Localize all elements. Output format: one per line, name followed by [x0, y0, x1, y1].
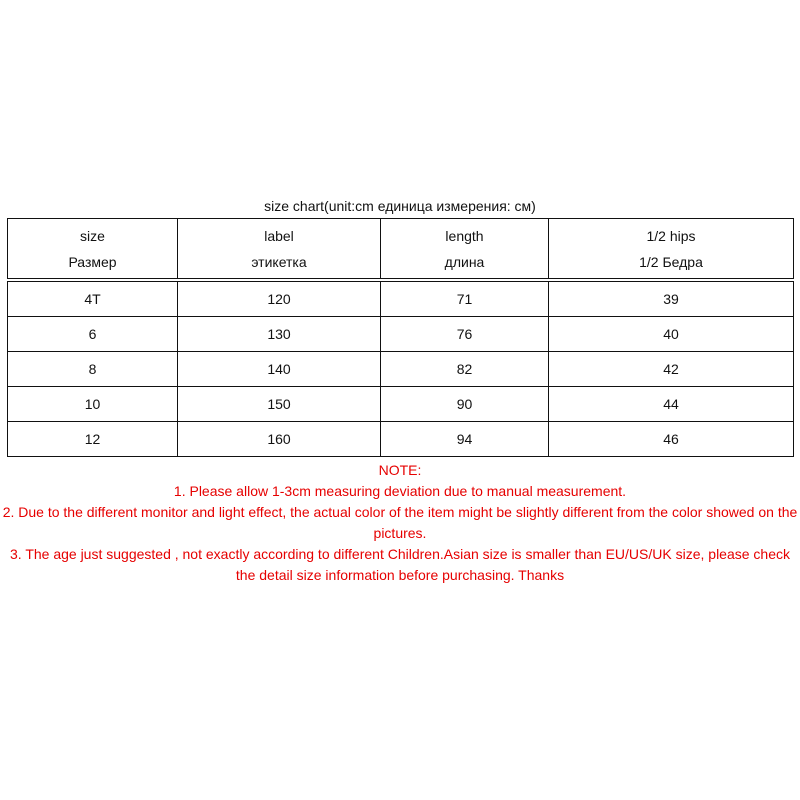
note-item-3: 3. The age just suggested , not exactly according to different Children.Asian size is smaller than EU/US/UK size, please check the detail size information before purchasing. Thanks: [10, 546, 790, 583]
header-label-en: size: [80, 227, 105, 244]
table-header-row: [8, 219, 794, 279]
cell-length: 76: [381, 317, 549, 352]
cell-half-hips: 44: [549, 387, 794, 422]
cell-label: 120: [178, 282, 381, 317]
header-label-ru: 1/2 Бедра: [639, 253, 703, 270]
cell-length: 94: [381, 422, 549, 457]
header-label-ru: Размер: [68, 253, 117, 270]
column-header-size: [8, 219, 178, 279]
column-header-label: [178, 219, 381, 279]
cell-size: 4T: [8, 282, 178, 317]
table-row: [8, 422, 794, 457]
notes-section: [0, 460, 800, 586]
cell-length: 90: [381, 387, 549, 422]
cell-label: 150: [178, 387, 381, 422]
header-label-en: 1/2 hips: [646, 227, 696, 244]
cell-half-hips: 42: [549, 352, 794, 387]
note-item-2: 2. Due to the different monitor and light effect, the actual color of the item might be slightly different from the color showed on the pictures.: [2, 504, 798, 541]
note-item-1: 1. Please allow 1-3cm measuring deviation due to manual measurement.: [173, 483, 627, 499]
table-row: [8, 317, 794, 352]
header-label-ru: этикетка: [251, 253, 307, 270]
cell-half-hips: 40: [549, 317, 794, 352]
cell-size: 12: [8, 422, 178, 457]
cell-length: 82: [381, 352, 549, 387]
cell-size: 6: [8, 317, 178, 352]
cell-half-hips: 46: [549, 422, 794, 457]
cell-label: 160: [178, 422, 381, 457]
cell-size: 8: [8, 352, 178, 387]
cell-label: 140: [178, 352, 381, 387]
cell-size: 10: [8, 387, 178, 422]
header-label-en: length: [445, 227, 484, 244]
cell-half-hips: 39: [549, 282, 794, 317]
column-header-half-hips: [549, 219, 794, 279]
table-row: [8, 282, 794, 317]
column-header-length: [381, 219, 549, 279]
size-chart-title: size chart(unit:cm единица измерения: см): [264, 198, 536, 214]
table-row: [8, 352, 794, 387]
header-label-en: label: [264, 227, 294, 244]
header-label-ru: длина: [444, 253, 485, 270]
cell-length: 71: [381, 282, 549, 317]
cell-label: 130: [178, 317, 381, 352]
notes-heading: NOTE:: [378, 462, 422, 478]
table-row: [8, 387, 794, 422]
size-chart-table: [7, 218, 794, 457]
